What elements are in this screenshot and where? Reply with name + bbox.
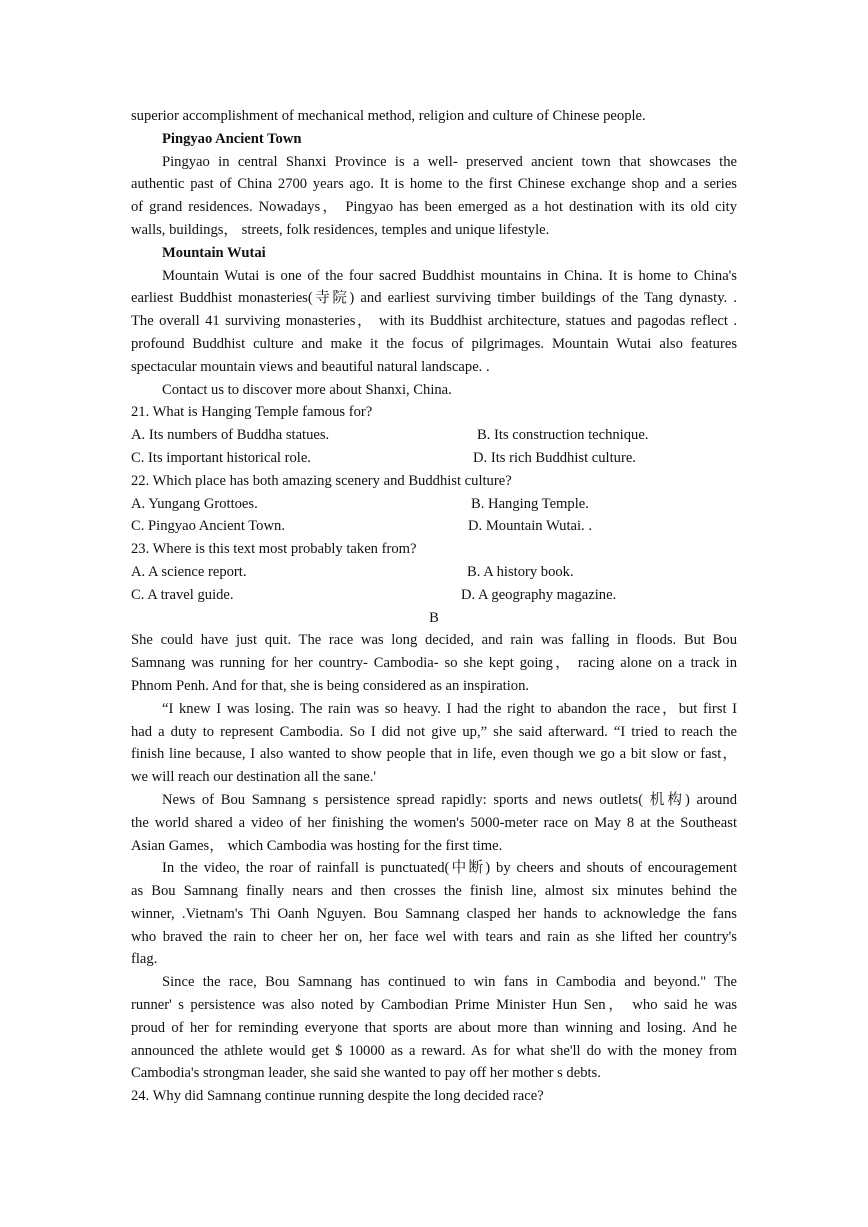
text-column (131, 105, 737, 1108)
paragraph-line: we will reach our destination all the sane.' (131, 769, 376, 786)
section-b-label: B (429, 609, 439, 626)
paragraph-line: winner, .Vietnam's Thi Oanh Nguyen. Bou Samnang clasped her hands to acknowledge the fans (131, 905, 737, 922)
options-row (131, 561, 737, 584)
option-c: C. Pingyao Ancient Town. (131, 518, 285, 535)
options-row (131, 515, 737, 538)
paragraph-line: as Bou Samnang finally nears and then crosses the finish line, almost six minutes behind the (131, 883, 737, 900)
options-row (131, 424, 737, 447)
paragraph-line: flag. (131, 951, 158, 968)
intro-tail: superior accomplishment of mechanical method, religion and culture of Chinese people. (131, 108, 646, 124)
paragraph-line: of grand residences. Nowadays， Pingyao has been emerged as a hot destination with its old city (131, 199, 737, 216)
paragraph-line: The overall 41 surviving monasteries， with its Buddhist architecture, statues and pagodas reflect . (131, 313, 737, 330)
paragraph-line: proud of her for reminding everyone that sports are about more than winning and losing. And he (131, 1019, 737, 1036)
paragraph-line: Pingyao in central Shanxi Province is a well- preserved ancient town that showcases the (162, 153, 737, 170)
question-22: 22. Which place has both amazing scenery and Buddhist culture? (131, 472, 512, 489)
paragraph-line: profound Buddhist culture and make it the focus of pilgrimages. Mountain Wutai also features (131, 335, 737, 352)
paragraph-line: Since the race, Bou Samnang has continued to win fans in Cambodia and beyond." The (162, 974, 737, 991)
question-24: 24. Why did Samnang continue running despite the long decided race? (131, 1088, 544, 1105)
heading-wutai: Mountain Wutai (162, 244, 266, 261)
paragraph-line: Asian Games， which Cambodia was hosting for the first time. (131, 837, 503, 854)
options-row (131, 493, 737, 516)
paragraph-line: authentic past of China 2700 years ago. It is home to the first Chinese exchange shop and a series (131, 176, 737, 193)
paragraph-line: walls, buildings， streets, folk residences, temples and unique lifestyle. (131, 221, 550, 238)
paragraph-line: Cambodia's strongman leader, she said she wanted to pay off her mother s debts. (131, 1065, 601, 1082)
paragraph-line: News of Bou Samnang s persistence spread rapidly: sports and news outlets( 机构) around (162, 791, 737, 808)
contact-line: Contact us to discover more about Shanxi, China. (162, 381, 452, 398)
question-23: 23. Where is this text most probably taken from? (131, 541, 417, 558)
option-a: A. A science report. (131, 563, 247, 580)
paragraph-line: She could have just quit. The race was long decided, and rain was falling in floods. But Bou (131, 632, 737, 649)
paragraph-line: Mountain Wutai is one of the four sacred Buddhist mountains in China. It is home to China's (162, 267, 737, 284)
option-b: B. Hanging Temple. (471, 495, 589, 512)
option-c: C. A travel guide. (131, 586, 234, 603)
heading-pingyao: Pingyao Ancient Town (162, 130, 302, 147)
options-row (131, 447, 737, 470)
paragraph-line: Phnom Penh. And for that, she is being considered as an inspiration. (131, 677, 530, 694)
paragraph-line: had a duty to represent Cambodia. So I did not give up,” she said afterward. “I tried to reach the (131, 723, 737, 740)
paragraph-line: the world shared a video of her finishing the women's 5000-meter race on May 8 at the Southeast (131, 814, 737, 831)
option-d: D. A geography magazine. (461, 586, 617, 603)
paragraph-line: spectacular mountain views and beautiful natural landscape. . (131, 358, 490, 375)
paragraph-line: runner' s persistence was also noted by Cambodian Prime Minister Hun Sen， who said he was (131, 997, 737, 1014)
question-21: 21. What is Hanging Temple famous for? (131, 404, 373, 421)
option-a: A. Its numbers of Buddha statues. (131, 427, 330, 444)
paragraph-line: In the video, the roar of rainfall is punctuated(中断) by cheers and shouts of encouragement (162, 860, 737, 877)
option-a: A. Yungang Grottoes. (131, 495, 258, 512)
option-b: B. Its construction technique. (477, 427, 649, 444)
paragraph-line: announced the athlete would get $ 10000 as a reward. As for what she'll do with the money from (131, 1042, 737, 1059)
paragraph-line: finish line because, I also wanted to show people that in life, even though we go a bit slow or fast， (131, 746, 737, 763)
paragraph-line: earliest Buddhist monasteries(寺院) and earliest surviving timber buildings of the Tang dynasty. . (131, 290, 737, 307)
option-d: D. Mountain Wutai. . (468, 518, 592, 535)
option-b: B. A history book. (467, 563, 574, 580)
options-row (131, 584, 737, 607)
option-c: C. Its important historical role. (131, 449, 311, 466)
paragraph-line: who braved the rain to cheer her on, her face wel with tears and rain as she lifted her country's (131, 928, 737, 945)
option-d: D. Its rich Buddhist culture. (473, 449, 636, 466)
paragraph-line: “I knew I was losing. The rain was so heavy. I had the right to abandon the race，but first I (162, 700, 737, 717)
paragraph-line: Samnang was running for her country- Cambodia- so she kept going， racing alone on a track in (131, 655, 737, 672)
